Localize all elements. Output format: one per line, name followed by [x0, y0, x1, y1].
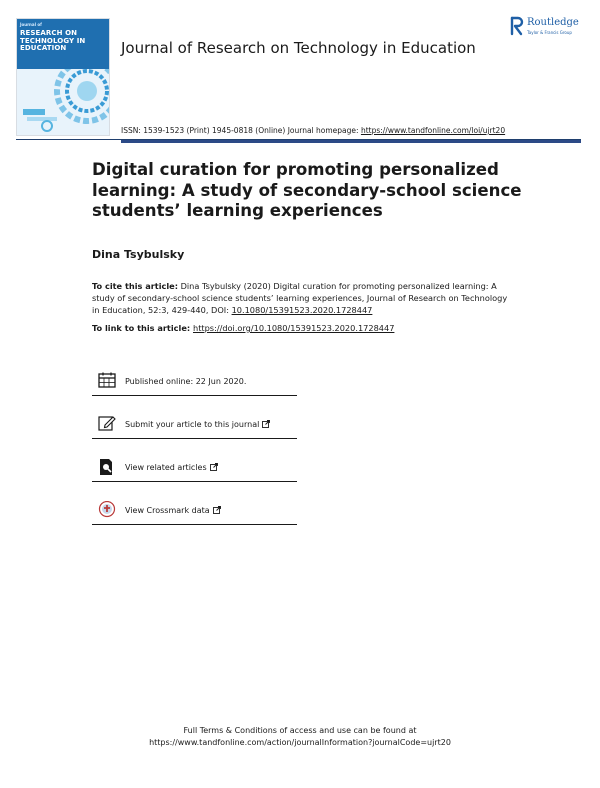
calendar-icon [98, 372, 116, 388]
row-divider [92, 395, 297, 396]
submit-article-link[interactable]: Submit your article to this journal [125, 420, 270, 429]
submit-article-row[interactable] [92, 407, 297, 439]
issn-text: ISSN: 1539-1523 (Print) 1945-0818 (Online) Journal homepage: [121, 126, 361, 135]
journal-title[interactable]: Journal of Research on Technology in Education [121, 39, 476, 57]
crossmark-icon [98, 501, 116, 519]
published-online-text: Published online: 22 Jun 2020. [125, 377, 247, 386]
external-link-icon [210, 463, 218, 471]
journal-cover [16, 18, 110, 136]
citation-label: To cite this article: [92, 281, 178, 291]
cover-title: RESEARCH ON TECHNOLOGY IN EDUCATION [20, 29, 86, 52]
routledge-logo-icon [510, 16, 524, 36]
article-title: Digital curation for promoting personalized learning: A study of secondary-school science students’ learning experiences [92, 160, 522, 220]
external-link-icon [213, 506, 221, 514]
cover-mini-label: Journal of [20, 22, 42, 27]
row-divider [92, 524, 297, 525]
article-link-block [92, 322, 522, 334]
row-divider [92, 438, 297, 439]
article-author: Dina Tsybulsky [92, 248, 185, 261]
terms-footer [100, 725, 500, 749]
publisher-logo[interactable] [510, 16, 590, 38]
publisher-name: Routledge [527, 17, 579, 28]
article-link-label: To link to this article: [92, 323, 193, 333]
header-rule-thick [121, 140, 581, 143]
journal-homepage-link[interactable]: https://www.tandfonline.com/loi/ujrt20 [360, 126, 506, 135]
citation-block [92, 280, 512, 316]
published-online-row [92, 364, 297, 396]
publisher-tagline: Taylor & Francis Group [527, 30, 572, 35]
article-doi-link[interactable]: https://doi.org/10.1080/15391523.2020.1728447 [193, 323, 395, 333]
row-divider [92, 481, 297, 482]
citation-text: Dina Tsybulsky (2020) Digital curation for promoting personalized learning: A study of secondary-school science students’ learning experiences, Journal of Research on Technology in Education, 52:3, 429-440, DOI: [92, 281, 508, 315]
citation-doi-link[interactable]: 10.1080/15391523.2020.1728447 [231, 305, 373, 315]
document-search-icon [98, 458, 116, 476]
edit-icon [98, 415, 116, 431]
footer-terms-link[interactable]: https://www.tandfonline.com/action/journalInformation?journalCode=ujrt20 [149, 738, 451, 747]
related-articles-row[interactable] [92, 450, 297, 482]
crossmark-row[interactable] [92, 493, 297, 525]
crossmark-link[interactable]: View Crossmark data [125, 506, 221, 515]
external-link-icon [262, 420, 270, 428]
related-articles-link[interactable]: View related articles [125, 463, 218, 472]
cover-artwork [17, 69, 109, 135]
issn-line [121, 126, 505, 135]
footer-line-1: Full Terms & Conditions of access and use can be found at [183, 726, 417, 735]
